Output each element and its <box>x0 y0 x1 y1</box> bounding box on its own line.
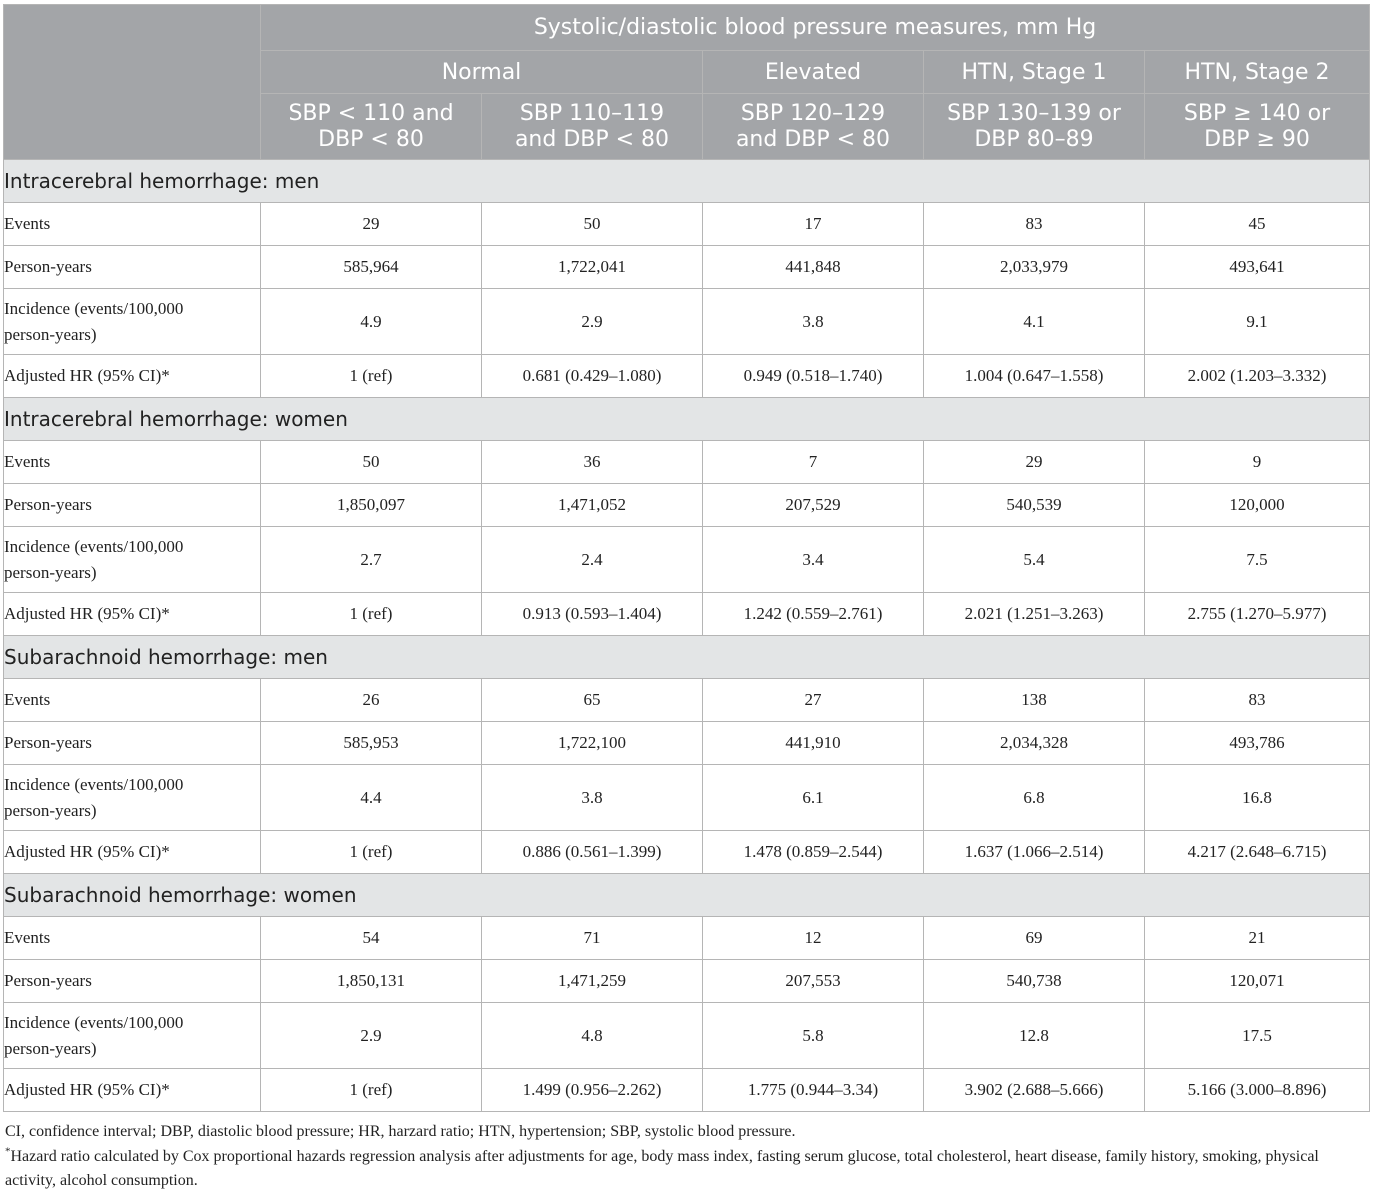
row-events <box>4 679 1370 722</box>
section-header-row <box>4 636 1370 679</box>
table-cell: 83 <box>1145 679 1370 722</box>
table-cell: 1,850,097 <box>261 484 482 527</box>
row-label-line: person-years) <box>4 1038 97 1058</box>
row-label <box>4 527 261 593</box>
row-label: Events <box>4 203 261 246</box>
table-cell: 2.9 <box>261 1003 482 1069</box>
table-cell: 120,000 <box>1145 484 1370 527</box>
table-cell: 3.902 (2.688–5.666) <box>924 1069 1145 1112</box>
table-cell: 2.755 (1.270–5.977) <box>1145 593 1370 636</box>
row-label: Adjusted HR (95% CI)* <box>4 1069 261 1112</box>
table-cell: 1,722,100 <box>482 722 703 765</box>
table-cell: 1,471,259 <box>482 960 703 1003</box>
row-label-line: Incidence (events/100,000 <box>4 298 184 318</box>
table-cell: 0.913 (0.593–1.404) <box>482 593 703 636</box>
section-header-row <box>4 160 1370 203</box>
table-cell: 1,471,052 <box>482 484 703 527</box>
section-title: Subarachnoid hemorrhage: women <box>4 874 1370 917</box>
table-cell: 1.478 (0.859–2.544) <box>703 831 924 874</box>
column-header: SBP 130–139 or DBP 80–89 <box>924 94 1145 160</box>
row-incidence <box>4 1003 1370 1069</box>
table-cell: 1.242 (0.559–2.761) <box>703 593 924 636</box>
table-cell: 27 <box>703 679 924 722</box>
row-label-line: person-years) <box>4 800 97 820</box>
row-person-years <box>4 246 1370 289</box>
row-label: Adjusted HR (95% CI)* <box>4 355 261 398</box>
table-cell: 0.949 (0.518–1.740) <box>703 355 924 398</box>
table-cell: 493,641 <box>1145 246 1370 289</box>
table-cell: 0.681 (0.429–1.080) <box>482 355 703 398</box>
row-label: Person-years <box>4 484 261 527</box>
footnote-abbreviations: CI, confidence interval; DBP, diastolic blood pressure; HR, harzard ratio; HTN, hypertension; SBP, systolic blood pressure. <box>5 1123 796 1140</box>
table-cell: 585,964 <box>261 246 482 289</box>
section-header-row <box>4 398 1370 441</box>
table-cell: 7.5 <box>1145 527 1370 593</box>
table-cell: 6.1 <box>703 765 924 831</box>
row-label <box>4 289 261 355</box>
table-cell: 4.8 <box>482 1003 703 1069</box>
table-cell: 2.9 <box>482 289 703 355</box>
row-label: Adjusted HR (95% CI)* <box>4 593 261 636</box>
row-adjusted-hr <box>4 593 1370 636</box>
row-adjusted-hr <box>4 1069 1370 1112</box>
row-label: Events <box>4 441 261 484</box>
table-cell: 5.166 (3.000–8.896) <box>1145 1069 1370 1112</box>
header-corner-cell <box>4 5 261 160</box>
table-cell: 3.8 <box>482 765 703 831</box>
table-cell: 29 <box>924 441 1145 484</box>
row-label <box>4 765 261 831</box>
section-title: Intracerebral hemorrhage: men <box>4 160 1370 203</box>
header-category-normal: Normal <box>261 51 703 94</box>
row-label: Person-years <box>4 722 261 765</box>
table-cell: 493,786 <box>1145 722 1370 765</box>
table-cell: 21 <box>1145 917 1370 960</box>
row-label-line: Incidence (events/100,000 <box>4 774 184 794</box>
row-label-line: Incidence (events/100,000 <box>4 1012 184 1032</box>
row-label: Adjusted HR (95% CI)* <box>4 831 261 874</box>
footnote-hazard-ratio <box>5 1145 1370 1193</box>
header-category-htn-stage1: HTN, Stage 1 <box>924 51 1145 94</box>
table-cell: 6.8 <box>924 765 1145 831</box>
section-title: Subarachnoid hemorrhage: men <box>4 636 1370 679</box>
table-cell: 4.217 (2.648–6.715) <box>1145 831 1370 874</box>
table-cell: 585,953 <box>261 722 482 765</box>
table-cell: 50 <box>482 203 703 246</box>
table-cell: 9 <box>1145 441 1370 484</box>
table-cell: 54 <box>261 917 482 960</box>
table-cell: 138 <box>924 679 1145 722</box>
table-cell: 50 <box>261 441 482 484</box>
table-cell: 207,553 <box>703 960 924 1003</box>
table-cell: 2.4 <box>482 527 703 593</box>
header-category-htn-stage2: HTN, Stage 2 <box>1145 51 1370 94</box>
column-header: SBP ≥ 140 or DBP ≥ 90 <box>1145 94 1370 160</box>
section-header-row <box>4 874 1370 917</box>
table-cell: 16.8 <box>1145 765 1370 831</box>
row-person-years <box>4 960 1370 1003</box>
row-label-line: person-years) <box>4 324 97 344</box>
table-cell: 0.886 (0.561–1.399) <box>482 831 703 874</box>
row-label: Events <box>4 679 261 722</box>
column-header: SBP 110–119 and DBP < 80 <box>482 94 703 160</box>
column-header: SBP 120–129 and DBP < 80 <box>703 94 924 160</box>
table-cell: 12.8 <box>924 1003 1145 1069</box>
table-cell: 1.499 (0.956–2.262) <box>482 1069 703 1112</box>
table-cell: 441,910 <box>703 722 924 765</box>
table-cell: 441,848 <box>703 246 924 289</box>
row-incidence <box>4 527 1370 593</box>
table-cell: 69 <box>924 917 1145 960</box>
table-cell: 2.7 <box>261 527 482 593</box>
row-label: Person-years <box>4 246 261 289</box>
table-cell: 1.775 (0.944–3.34) <box>703 1069 924 1112</box>
table-cell: 5.4 <box>924 527 1145 593</box>
results-table <box>3 4 1370 1112</box>
table-cell: 3.8 <box>703 289 924 355</box>
table-cell: 65 <box>482 679 703 722</box>
table-cell: 1.004 (0.647–1.558) <box>924 355 1145 398</box>
row-incidence <box>4 765 1370 831</box>
table-cell: 2,033,979 <box>924 246 1145 289</box>
table-cell: 3.4 <box>703 527 924 593</box>
row-events <box>4 203 1370 246</box>
row-events <box>4 441 1370 484</box>
row-incidence <box>4 289 1370 355</box>
table-cell: 1,850,131 <box>261 960 482 1003</box>
table-cell: 5.8 <box>703 1003 924 1069</box>
table-cell: 540,738 <box>924 960 1145 1003</box>
table-cell: 4.4 <box>261 765 482 831</box>
table-cell: 4.9 <box>261 289 482 355</box>
table-cell: 1.637 (1.066–2.514) <box>924 831 1145 874</box>
table-cell: 36 <box>482 441 703 484</box>
column-header: SBP < 110 and DBP < 80 <box>261 94 482 160</box>
row-adjusted-hr <box>4 831 1370 874</box>
table-cell: 29 <box>261 203 482 246</box>
row-adjusted-hr <box>4 355 1370 398</box>
row-label-line: Incidence (events/100,000 <box>4 536 184 556</box>
table-cell: 1 (ref) <box>261 355 482 398</box>
table-cell: 83 <box>924 203 1145 246</box>
row-person-years <box>4 484 1370 527</box>
header-category-elevated: Elevated <box>703 51 924 94</box>
section-title: Intracerebral hemorrhage: women <box>4 398 1370 441</box>
row-label: Person-years <box>4 960 261 1003</box>
table-cell: 26 <box>261 679 482 722</box>
footnote-hazard-ratio-text: Hazard ratio calculated by Cox proportional hazards regression analysis after adjustments for age, body mass index, fasting serum glucose, total cholesterol, heart disease, family history, smoking, physical activity, alcohol consumption. <box>5 1148 1319 1189</box>
row-label: Events <box>4 917 261 960</box>
table-cell: 1 (ref) <box>261 831 482 874</box>
table-cell: 12 <box>703 917 924 960</box>
table-cell: 4.1 <box>924 289 1145 355</box>
table-cell: 17.5 <box>1145 1003 1370 1069</box>
table-cell: 2.021 (1.251–3.263) <box>924 593 1145 636</box>
table-cell: 2,034,328 <box>924 722 1145 765</box>
row-events <box>4 917 1370 960</box>
header-group-title: Systolic/diastolic blood pressure measures, mm Hg <box>261 5 1370 51</box>
table-cell: 2.002 (1.203–3.332) <box>1145 355 1370 398</box>
table-cell: 120,071 <box>1145 960 1370 1003</box>
row-label-line: person-years) <box>4 562 97 582</box>
asterisk-mark: * <box>5 1145 11 1158</box>
row-label <box>4 1003 261 1069</box>
table-cell: 7 <box>703 441 924 484</box>
table-cell: 17 <box>703 203 924 246</box>
table-cell: 45 <box>1145 203 1370 246</box>
table-cell: 1,722,041 <box>482 246 703 289</box>
row-person-years <box>4 722 1370 765</box>
table-cell: 1 (ref) <box>261 1069 482 1112</box>
table-cell: 9.1 <box>1145 289 1370 355</box>
table-cell: 207,529 <box>703 484 924 527</box>
table-cell: 1 (ref) <box>261 593 482 636</box>
table-cell: 71 <box>482 917 703 960</box>
table-cell: 540,539 <box>924 484 1145 527</box>
